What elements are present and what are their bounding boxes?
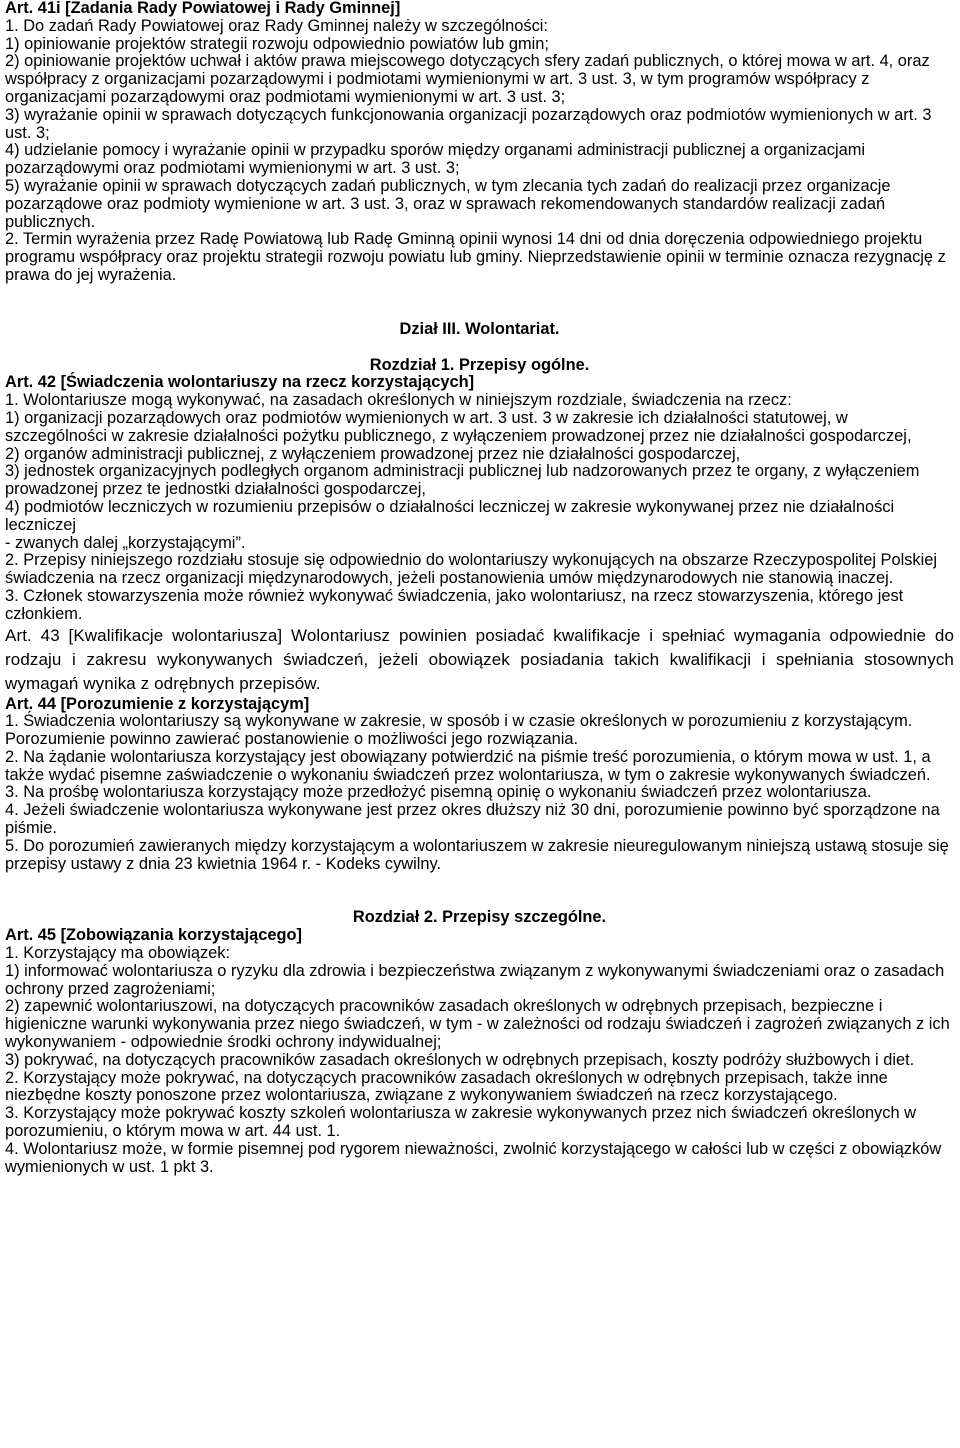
text-line: 1. Do zadań Rady Powiatowej oraz Rady Gminnej należy w szczególności: [5,16,548,35]
article-heading: Art. 41i [Zadania Rady Powiatowej i Rady Gminnej] [5,0,401,17]
article-heading: Art. 45 [Zobowiązania korzystającego] [5,926,302,945]
text-line: 2. Termin wyrażenia przez Radę Powiatową lub Radę Gminną opinii wynosi 14 dni od dnia doręczenia odpowiedniego projektu programu współpracy oraz projektu strategii rozwoju powiatu lub gminy. Nieprzedstawienie opinii w terminie oznacza rezygnację z prawa do jej wyrażenia. [5,230,946,284]
text-line: 2. Przepisy niniejszego rozdziału stosuje się odpowiednio do wolontariuszy wykonujących na obszarze Rzeczypospolitej Polskiej świadczenia na rzecz organizacji międzynarodowych, jeżeli postanowienia umów międzynarodowych nie stanowią inaczej. [5,551,938,588]
text-line: 1) organizacji pozarządowych oraz podmiotów wymienionych w art. 3 ust. 3 w zakresie ich działalności statutowej, w szczególności w zakresie działalności pożytku publicznego, z wyłączeniem prowadzonej przez nie działalności gospodarczej, [5,408,912,445]
text-line: 4. Wolontariusz może, w formie pisemnej pod rygorem nieważności, zwolnić korzystającego w całości lub w części z obowiązków wymienionych w ust. 1 pkt 3. [5,1139,942,1176]
text-line: 3. Członek stowarzyszenia może również wykonywać świadczenia, jako wolontariusz, na rzecz stowarzyszenia, którego jest członkiem. [5,586,904,623]
article-heading: Art. 44 [Porozumienie z korzystającym] [5,694,310,713]
section-heading: Rozdział 1. Przepisy ogólne. [369,355,590,374]
text-line: 5. Do porozumień zawieranych między korzystającym a wolontariuszem w zakresie nieuregulowanym niniejszą ustawą stosuje się przepisy ustawy z dnia 23 kwietnia 1964 r. - Kodeks cywilny. [5,836,949,873]
text-line: 1. Świadczenia wolontariuszy są wykonywane w zakresie, w sposób i w czasie określonych w porozumieniu z korzystającym. Porozumienie powinno zawierać postanowienie o możliwości jego rozwiązania. [5,712,913,749]
article-heading: Art. 42 [Świadczenia wolontariuszy na rzecz korzystających] [5,373,475,392]
text-line: 4. Jeżeli świadczenie wolontariusza wykonywane jest przez okres dłuższy niż 30 dni, porozumienie powinno być sporządzone na piśmie. [5,801,940,838]
text-line: 2. Na żądanie wolontariusza korzystający jest obowiązany potwierdzić na piśmie treść porozumienia, o którym mowa w ust. 1, a także wydać pisemne zaświadczenie o wykonaniu świadczeń przez wolontariusza, w tym o zakresie wykonywanych świadczeń. [5,747,931,784]
text-line: 3. Na prośbę wolontariusza korzystający może przedłożyć pisemną opinię o wykonaniu świadczeń przez wolontariusza. [5,783,872,802]
text-line: 3) jednostek organizacyjnych podległych organom administracji publicznej lub nadzorowanych przez te organy, z wyłączeniem prowadzonej przez te jednostki działalności gospodarczej, [5,462,920,499]
text-line: 1) opiniowanie projektów strategii rozwoju odpowiednio powiatów lub gmin; [5,34,549,53]
text-line: 2) zapewnić wolontariuszowi, na dotyczących pracowników zasadach określonych w odrębnych przepisach, bezpieczne i higieniczne warunki wykonywania przez niego świadczeń, w tym - w zależności od rodzaju świadczeń i zagrożeń związanych z ich wykonywaniem - odpowiednie środki ochrony indywidualnej; [5,997,950,1052]
section-heading: Dział III. Wolontariat. [399,319,560,338]
paragraph-spacer [5,339,954,357]
text-line: 1. Korzystający ma obowiązek: [5,944,231,963]
text-line: 3. Korzystający może pokrywać koszty szkoleń wolontariusza w zakresie wykonywanych przez nich świadczeń określonych w porozumieniu, o którym mowa w art. 44 ust. 1. [5,1104,916,1141]
text-line: 4) udzielanie pomocy i wyrażanie opinii w przypadku sporów między organami administracji publicznej a organizacjami pozarządowymi oraz podmiotami wymienionymi w art. 3 ust. 3; [5,141,865,178]
text-line: 3) wyrażanie opinii w sprawach dotyczących funkcjonowania organizacji pozarządowych oraz podmiotów wymienionych w art. 3 ust. 3; [5,105,932,142]
text-line: 1. Wolontariusze mogą wykonywać, na zasadach określonych w niniejszym rozdziale, świadczenia na rzecz: [5,391,792,410]
text-line: 4) podmiotów leczniczych w rozumieniu przepisów o działalności leczniczej w zakresie wykonywanej przez nie działalności leczniczej [5,497,895,534]
text-line: 2) opiniowanie projektów uchwał i aktów prawa miejscowego dotyczących sfery zadań publicznych, o której mowa w art. 4, oraz współpracy z organizacjami pozarządowymi i podmiotami wymienionymi w art. 3 ust. 3, w tym programów współpracy z organizacjami pozarządowymi oraz podmiotami wymienionymi w art. 3 ust. 3; [5,52,930,106]
paragraph-spacer [5,285,954,321]
article-paragraph: Art. 43 [Kwalifikacje wolontariusza] Wolontariusz powinien posiadać kwalifikacje i spełniać wymagania odpowiednie do rodzaju i zakresu wykonywanych świadczeń, jeżeli obowiązek posiadania takich kwalifikacji i spełniania stosownych wymagań wynika z odrębnych przepisów. [5,625,954,693]
section-heading: Rozdział 2. Przepisy szczególne. [352,908,607,927]
text-line: 3) pokrywać, na dotyczących pracowników zasadach określonych w odrębnych przepisach, koszty podróży służbowych i diet. [5,1050,915,1069]
text-line: 2) organów administracji publicznej, z wyłączeniem prowadzonej przez nie działalności gospodarczej, [5,444,741,463]
text-line: 1) informować wolontariusza o ryzyku dla zdrowia i bezpieczeństwa związanym z wykonywanymi świadczeniami oraz o zasadach ochrony przed zagrożeniami; [5,961,945,998]
text-line: 2. Korzystający może pokrywać, na dotyczących pracowników zasadach określonych w odrębnych przepisach, także inne niezbędne koszty ponoszone przez wolontariusza, związane z wykonywaniem świadczeń na rzecz korzystającego. [5,1068,888,1105]
text-line: 5) wyrażanie opinii w sprawach dotyczących zadań publicznych, w tym zlecania tych zadań do realizacji przez organizacje pozarządowe oraz podmioty wymienione w art. 3 ust. 3, oraz w sprawach rekomendowanych standardów realizacji zadań publicznych. [5,176,891,231]
paragraph-spacer [5,873,954,909]
text-line: - zwanych dalej „korzystającymi”. [5,533,246,552]
